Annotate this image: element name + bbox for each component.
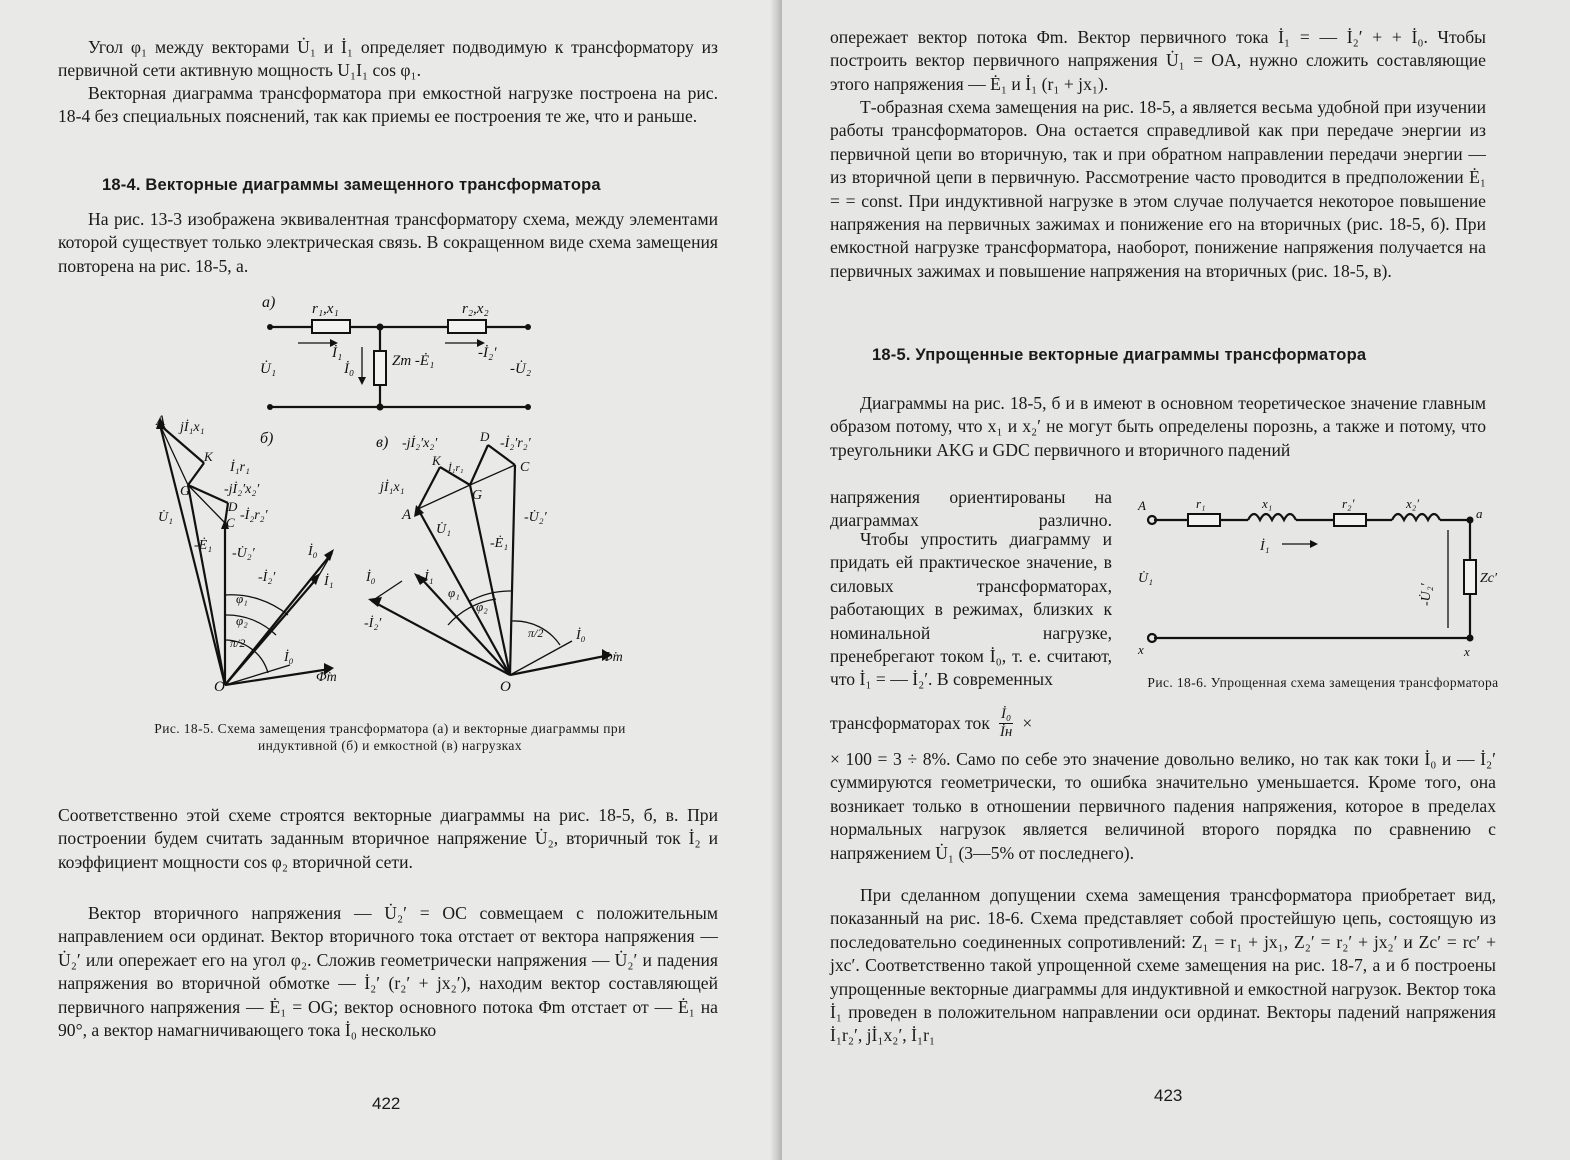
page-number-left: 422	[372, 1094, 401, 1113]
label-c-phi1: φ₁	[448, 585, 460, 600]
label-b-jI2x2: -jİ₂′x₂′	[224, 482, 260, 497]
right-paragraph-3b: напряжения ориентированы на диаграммах различно.	[830, 487, 1112, 531]
label-u1: U̇₁	[260, 361, 277, 377]
label-b-O: O	[214, 679, 225, 695]
label-i1: İ₁	[332, 345, 343, 361]
left-paragraph-3: На рис. 13-3 изображена эквивалентная трансформатору схема, между элементами которой существует только электрическая связь. В сокращенном виде схема замещения повторена на рис. 18-5, а.	[58, 209, 718, 276]
label-b-G: G	[180, 484, 191, 499]
section-heading-18-4: 18-4. Векторные диаграммы замещенного трансформатора	[102, 176, 601, 194]
label-c-I0: İ₀	[366, 570, 376, 585]
label-c-jI1x1: jİ₁x₁	[380, 480, 405, 495]
label-minus-u2: -U̇₂	[510, 361, 532, 377]
label-I1: İ₁	[1260, 539, 1270, 554]
current-ratio-fraction	[998, 706, 1014, 741]
label-b-K: K	[204, 449, 213, 464]
label-c-I1r1: İ₁r₁	[448, 462, 464, 474]
label-b-pi2: π/2	[230, 636, 246, 650]
figure-18-5-caption: Рис. 18-5. Схема замещения трансформатора (а) и векторные диаграммы при индуктивной (б) и емкостной (в) нагрузках	[154, 721, 626, 753]
label-terminal-x: x	[1138, 642, 1144, 657]
label-r2x2: r₂,x₂	[462, 301, 489, 317]
label-b: б)	[260, 430, 274, 447]
label-c-U2: -U̇₂′	[524, 510, 547, 525]
label-c-I2r2: -İ₂′r₂′	[500, 436, 531, 451]
label-Zc: Zc′	[1480, 571, 1498, 586]
label-b-U2: -U̇₂′	[232, 546, 255, 561]
equivalent-circuit-a	[260, 294, 531, 411]
label-b-jI1x1: jİ₁x₁	[180, 420, 205, 435]
label-b-E1: -Ė₁	[194, 538, 213, 553]
vector-diagram-c	[364, 429, 623, 695]
label-b-D: D	[228, 499, 238, 514]
label-terminal-A: A	[1138, 498, 1146, 513]
page-number-right: 423	[1154, 1086, 1183, 1105]
label-c-I1: İ₁	[424, 570, 434, 585]
figure-18-6-caption: Рис. 18-6. Упрощенная схема замещения трансформатора	[1147, 675, 1499, 690]
label-c-C: C	[520, 460, 530, 475]
label-r1x1: r₁,x₁	[312, 301, 339, 317]
label-minus-i2: -İ₂′	[478, 345, 497, 361]
label-a: а)	[262, 294, 276, 311]
label-c-O: O	[500, 679, 511, 695]
label-c-K: K	[432, 453, 441, 468]
label-c-G: G	[472, 488, 483, 503]
label-c-A: A	[402, 507, 412, 523]
label-b-I1: İ₁	[324, 574, 334, 589]
left-paragraph-5: Вектор вторичного напряжения — U̇₂′ = OC совмещаем с положительным направлением оси ординат. Вектор вторичного тока отстает от вектора напряжения — U̇₂′ или опережает его на угол φ₂. Сложив геометрически напряжения — U̇₂′ и падения напряжения во вторичной обмотке — İ₂′ (r₂′ + jx₂′), находим вектор составляющей первичного напряжения — Ė₁ = OG; вектор основного потока Φm отстает от — Ė₁ на 90°, а вектор намагничивающего тока İ₀ несколько	[58, 903, 718, 1041]
fraction-denominator: İн	[999, 724, 1013, 740]
label-b-A: A	[156, 413, 166, 429]
left-paragraph-2: Векторная диаграмма трансформатора при емкостной нагрузке построена на рис. 18-4 без специальных пояснений, так как приемы ее построения те же, что и раньше.	[58, 83, 718, 127]
label-b-Phi: Φ̇m	[316, 670, 337, 685]
label-x2: x₂′	[1406, 496, 1420, 511]
times-sign: ×	[1022, 712, 1033, 733]
left-paragraph-4: Соответственно этой схеме строятся векторные диаграммы на рис. 18-5, б, в. При построении будем считать заданным вторичное напряжение U̇₂, вторичный ток İ₂ и коэффициент мощности cos φ₂ вторичной сети.	[58, 805, 718, 872]
label-r1: r₁	[1196, 496, 1206, 511]
label-minus-U2: -U̇₂′	[1419, 583, 1434, 606]
label-c-E1: -Ė₁	[490, 536, 509, 551]
right-paragraph-5: × 100 = 3 ÷ 8%. Само по себе это значение довольно велико, но так как токи İ₀ и — İ₂′ суммируются геометрически, то ошибка значительно уменьшается. Кроме того, она возникает только в отношении первичного падения напряжения, которое в пределах нормальных нагрузок является величиной второго порядка по сравнению с напряжением U̇₁ (3—5% от последнего).	[830, 749, 1496, 863]
label-c: в)	[376, 434, 389, 451]
label-c-U1: U̇₁	[436, 522, 451, 537]
right-paragraph-6: При сделанном допущении схема замещения трансформатора приобретает вид, показанный на рис. 18-6. Схема представляет собой простейшую цепь, состоящую из последовательно соединенных сопротивлений: Z₁ = r₁ + jx₁, Z₂′ = r₂′ + jx₂′ и Zc′ = rc′ + jxc′. Соответственно такой упрощенной схеме замещения на рис. 18-7, а и б построены упрощенные векторные диаграммы для индуктивной и емкостной нагрузок. Вектор тока İ₁ проведен в положительном направлении оси ординат. Векторы падений напряжения İ₁r₂′, jİ₁x₂′, İ₁r₁	[830, 885, 1496, 1046]
label-c-pi2: π/2	[528, 626, 544, 640]
label-b-I0: İ₀	[308, 544, 318, 559]
label-b-I2r2: -İ₂r₂′	[240, 508, 268, 523]
left-page	[0, 0, 778, 1160]
label-b-C: C	[226, 515, 235, 530]
label-b-U1: U̇₁	[158, 510, 173, 525]
right-paragraph-4: Чтобы упростить диаграмму и придать ей практическое значение, в силовых трансформаторах, работающих в режимах, близких к номинальной нагрузке, пренебрегают током İ₀, т. е. считают, что İ₁ = — İ₂′. В современных	[830, 529, 1112, 690]
right-paragraph-4b: трансформаторах ток	[830, 712, 990, 733]
right-paragraph-2: Т-образная схема замещения на рис. 18-5, а является весьма удобной при изучении работы трансформаторов. Она остается справедливой как при передаче энергии из первичной цепи во вторичную, так и при обратном направлении передачи энергии — из вторичной цепи в первичную. Рассмотрение часто проводится в предположении Ė₁ = = const. При индуктивной нагрузке в этом случае получается некоторое повышение напряжения на первичных зажимах и понижение его на вторичных (рис. 18-5, б). При емкостной нагрузке трансформатора, наоборот, понижение напряжения получается на первичных зажимах и повышение напряжения на вторичных (рис. 18-5, в).	[830, 97, 1486, 281]
right-page	[782, 0, 1570, 1160]
label-zm-e1: Zm -Ė₁	[392, 353, 435, 369]
label-b-phi2: φ₂	[236, 613, 248, 628]
fraction-numerator: İ₀	[1001, 706, 1012, 722]
vector-diagram-b	[155, 413, 337, 695]
label-c-minus-I2: -İ₂′	[364, 616, 382, 631]
figure-18-6	[1130, 490, 1510, 670]
label-b-I1r1: İ₁r₁	[230, 460, 250, 475]
label-r2: r₂′	[1342, 496, 1355, 511]
label-c-D: D	[480, 429, 490, 444]
current-ratio-line	[830, 706, 1130, 741]
figure-18-5	[140, 285, 660, 705]
label-x1: x₁	[1262, 496, 1273, 511]
label-b-I0b: İ₀	[284, 650, 294, 665]
label-c-I0b: İ₀	[576, 628, 586, 643]
right-paragraph-3a: Диаграммы на рис. 18-5, б и в имеют в основном теоретическое значение главным образом потому, что x₁ и x₂′ не могут быть определены порознь, а также и потому, что треугольники AKG и GDC первичного и вторичного падений	[830, 393, 1486, 460]
label-terminal-a: a	[1476, 506, 1483, 521]
label-c-phi2: φ₂	[476, 599, 488, 614]
label-i0: İ₀	[344, 361, 355, 377]
label-c-Phi: Φ̇m	[602, 650, 623, 665]
label-b-phi1: φ₁	[236, 591, 248, 606]
label-U1: U̇₁	[1138, 571, 1153, 586]
left-paragraph-1: Угол φ₁ между векторами U̇₁ и İ₁ определяет подводимую к трансформатору из первичной сети активную мощность U₁I₁ cos φ₁.	[58, 37, 718, 81]
label-terminal-x2: x	[1464, 644, 1470, 659]
label-c-jI2x2: -jİ₂′x₂′	[402, 436, 438, 451]
section-heading-18-5: 18-5. Упрощенные векторные диаграммы трансформатора	[872, 346, 1367, 364]
label-b-minus-I2: -İ₂′	[258, 570, 276, 585]
right-paragraph-1: опережает вектор потока Φm. Вектор первичного тока İ₁ = — İ₂′ + + İ₀. Чтобы построить вектор первичного напряжения U̇₁ = OA, нужно сложить составляющие этого напряжения — Ė₁ и İ₁ (r₁ + jx₁).	[830, 27, 1486, 94]
